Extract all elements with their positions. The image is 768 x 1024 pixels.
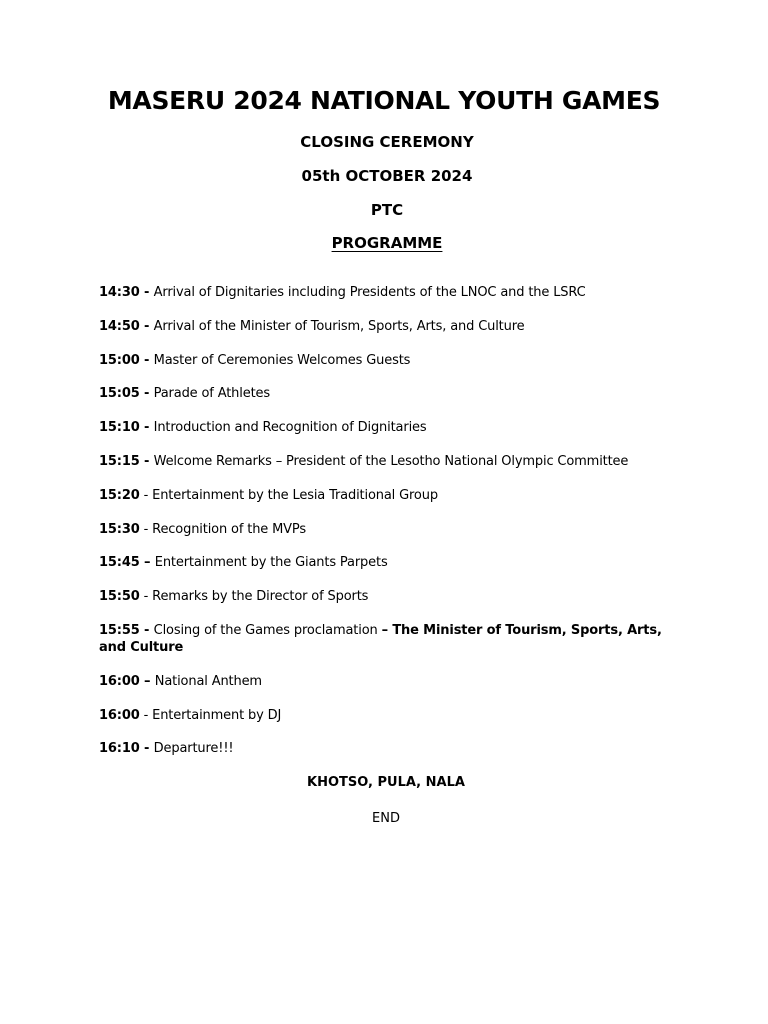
item-separator: - [139, 487, 153, 503]
item-description: Entertainment by the Lesia Traditional Group [152, 487, 438, 503]
end-marker: END [372, 811, 400, 826]
item-separator: - [139, 420, 154, 436]
programme-item [99, 352, 684, 369]
item-time: 15:55 [99, 622, 140, 638]
programme-item [99, 554, 684, 571]
programme-list [99, 284, 684, 774]
item-separator: – [139, 555, 155, 571]
event-venue: PTC [370, 201, 404, 219]
programme-item [99, 707, 684, 724]
item-description: Master of Ceremonies Welcomes Guests [153, 352, 411, 368]
programme-item [99, 318, 684, 335]
programme-item [99, 487, 684, 504]
item-description: National Anthem [154, 673, 262, 689]
programme-item [99, 284, 684, 301]
item-separator: - [139, 707, 153, 723]
event-name: CLOSING CEREMONY [300, 133, 474, 151]
item-time: 16:10 [99, 741, 140, 757]
programme-item [99, 622, 684, 656]
item-time: 15:45 [99, 555, 140, 571]
item-description-bold: – The Minister of Tourism, Sports, Arts, and Culture [99, 622, 662, 655]
item-separator: - [139, 285, 154, 300]
programme-item [99, 673, 684, 690]
item-separator: - [139, 318, 154, 334]
item-description: Entertainment by DJ [152, 707, 282, 723]
section-heading: PROGRAMME [331, 234, 443, 252]
item-time: 15:00 [99, 352, 140, 368]
item-description: Parade of Athletes [153, 386, 270, 402]
item-time: 16:00 [99, 673, 140, 689]
item-time: 15:30 [99, 521, 140, 537]
item-description: Arrival of the Minister of Tourism, Sports, Arts, and Culture [153, 318, 525, 334]
item-time: 15:20 [99, 487, 140, 503]
item-separator: - [139, 352, 154, 368]
item-description: Introduction and Recognition of Dignitaries [153, 420, 427, 436]
programme-item [99, 740, 684, 757]
item-separator: - [139, 622, 154, 638]
programme-item [99, 588, 684, 605]
item-description: Recognition of the MVPs [152, 521, 307, 537]
item-separator: - [139, 386, 154, 402]
event-date: 05th OCTOBER 2024 [301, 167, 473, 185]
item-time: 14:50 [99, 318, 140, 334]
item-description: Remarks by the Director of Sports [152, 589, 369, 605]
programme-item [99, 521, 684, 538]
item-description: Welcome Remarks – President of the Lesotho National Olympic Committee [153, 453, 629, 469]
item-time: 15:10 [99, 420, 140, 436]
programme-item [99, 385, 684, 402]
closing-motto: KHOTSO, PULA, NALA [307, 775, 465, 790]
item-time: 14:30 [99, 285, 140, 300]
item-time: 15:15 [99, 453, 140, 469]
item-separator: - [139, 521, 153, 537]
document-title: MASERU 2024 NATIONAL YOUTH GAMES [107, 86, 661, 115]
item-description: Departure!!! [153, 741, 234, 757]
programme-item [99, 419, 684, 436]
item-separator: - [139, 741, 154, 757]
item-description: Arrival of Dignitaries including Presidents of the LNOC and the LSRC [153, 285, 586, 300]
item-separator: - [139, 453, 154, 469]
item-description: Closing of the Games proclamation [153, 622, 382, 638]
item-separator: – [139, 673, 155, 689]
item-time: 15:05 [99, 386, 140, 402]
item-separator: - [139, 589, 153, 605]
programme-item [99, 453, 684, 470]
item-time: 15:50 [99, 589, 140, 605]
item-description: Entertainment by the Giants Parpets [154, 555, 388, 571]
item-time: 16:00 [99, 707, 140, 723]
